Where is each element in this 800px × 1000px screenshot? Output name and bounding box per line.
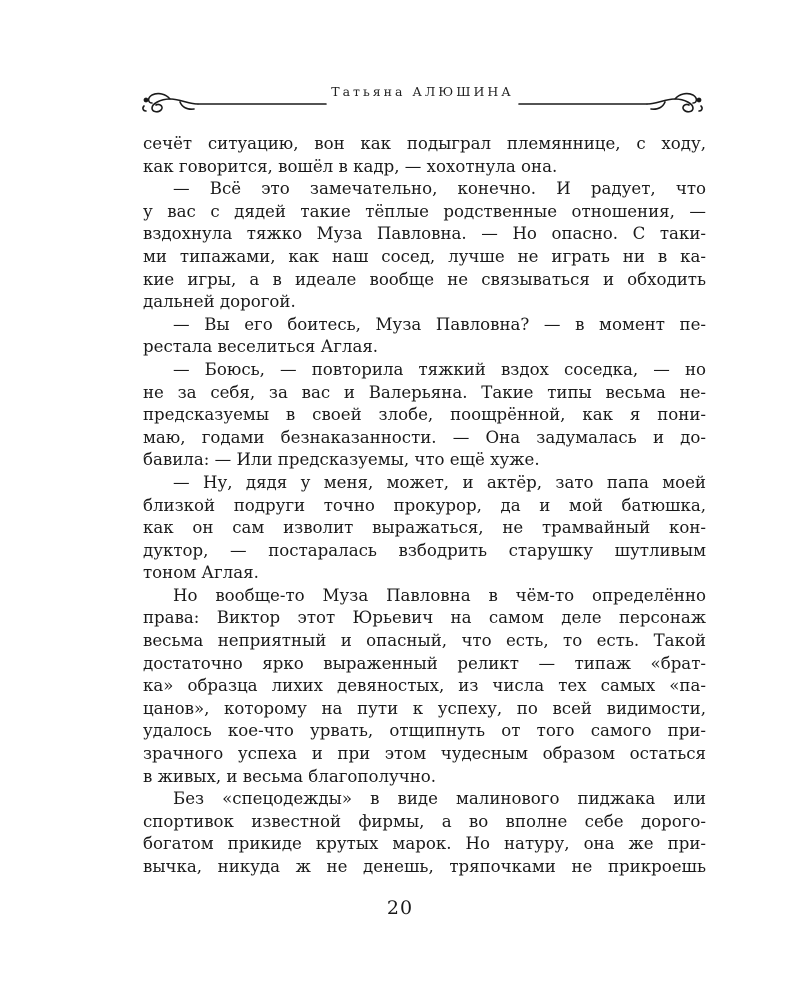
text-line: предсказуемы в своей злобе, поощрённой, как я пони- [143, 405, 706, 425]
text-line: весьма неприятный и опасный, что есть, то есть. Такой [143, 631, 706, 651]
running-header-title: Татьяна АЛЮШИНА [331, 84, 514, 99]
text-line: как говорится, вошёл в кадр, — хохотнула она. [143, 156, 558, 176]
text-line: права: Виктор этот Юрьевич на самом деле персонаж [143, 608, 706, 628]
text-line: зрачного успеха и при этом чудесным образом остаться [143, 744, 706, 764]
text-line: у вас с дядей такие тёплые родственные отношения, — [143, 201, 706, 221]
page-number: 20 [386, 897, 414, 919]
text-line: — Боюсь, — повторила тяжкий вздох соседка, — но [173, 359, 706, 379]
running-header [140, 80, 705, 116]
text-line: вздохнула тяжко Муза Павловна. — Но опасно. С таки- [143, 224, 706, 244]
text-line: богатом прикиде крутых марок. Но натуру, она же при- [143, 834, 706, 854]
page-body-text [143, 133, 706, 879]
text-line: достаточно ярко выраженный реликт — типаж «брат- [143, 653, 706, 673]
text-line: не за себя, за вас и Валерьяна. Такие типы весьма не- [143, 382, 706, 402]
text-line: Но вообще-то Муза Павловна в чём-то определённо [173, 585, 706, 605]
text-line: — Вы его боитесь, Муза Павловна? — в момент пе- [173, 314, 706, 334]
text-line: Без «спецодежды» в виде малинового пиджака или [173, 789, 706, 809]
text-line: дальней дорогой. [143, 292, 296, 312]
text-line: удалось кое-что урвать, отщипнуть от того самого при- [143, 721, 706, 741]
text-line: как он сам изволит выражаться, не трамвайный кон- [143, 518, 706, 538]
text-line: сечёт ситуацию, вон как подыграл племяннице, с ходу, [143, 134, 706, 153]
text-line: маю, годами безнаказанности. — Она задумалась и до- [143, 427, 706, 447]
text-line: дуктор, — постаралась взбодрить старушку шутливым [143, 540, 706, 560]
text-line: тоном Аглая. [143, 563, 259, 583]
text-line: бавила: — Или предсказуемы, что ещё хуже. [143, 450, 540, 470]
text-line: цанов», которому на пути к успеху, по всей видимости, [143, 698, 706, 718]
text-line: вычка, никуда ж не денешь, тряпочками не прикроешь [143, 857, 706, 876]
text-line: — Всё это замечательно, конечно. И радует, что [173, 179, 706, 199]
text-line: — Ну, дядя у меня, может, и актёр, зато папа моей [173, 472, 706, 492]
text-line: спортивок известной фирмы, а во вполне себе дорого- [143, 811, 706, 831]
text-line: кие игры, а в идеале вообще не связываться и обходить [143, 269, 706, 289]
text-line: ми типажами, как наш сосед, лучше не играть ни в ка- [143, 246, 706, 266]
text-line: в живых, и весьма благополучно. [143, 766, 437, 786]
text-line: рестала веселиться Аглая. [143, 337, 379, 357]
text-line: близкой подруги точно прокурор, да и мой батюшка, [143, 495, 706, 515]
text-line: ка» образца лихих девяностых, из числа тех самых «па- [143, 676, 706, 696]
